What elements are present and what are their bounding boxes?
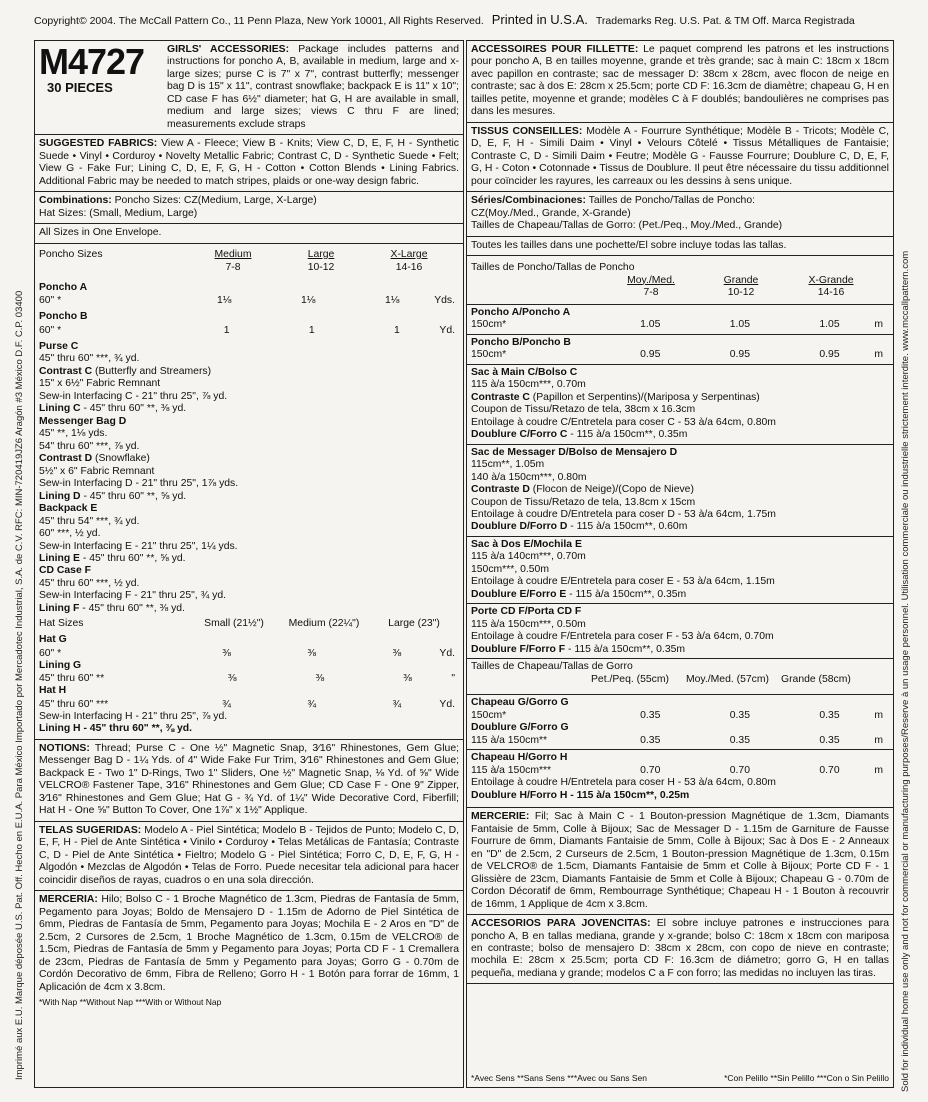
all-sizes: All Sizes in One Envelope.	[35, 224, 463, 243]
metrage-line: Coupon de Tissu/Retazo de tela, 38cm x 16.3cm	[471, 404, 696, 416]
metrage-line: Doublure C/Forro C - 115 à/a 150cm**, 0.35m	[471, 429, 688, 441]
metrage-line: Sac de Messager D/Bolso de Mensajero D	[471, 446, 678, 458]
yardage-item: Purse C	[39, 340, 79, 352]
telas-sugeridas: TELAS SUGERIDAS: Modelo A - Piel Sintética; Modelo B - Tejidos de Punto; Modelo C, D, E, F, H - Piel de Ante Sintética • Vinilo • Corduroy • Telas Metálicas de Fantasía; Contraste C, D - Piel de Ante Sintética • Fieltro; Modelo G - Piel Sintética; Forro C, D, E, F, G, H - Algodón • Mezclas de Algodón • Telas de Forro. Puede necesitar tela adicional para hacer coincidir diseños de rayas, cuadros o en una sola dirección.	[35, 822, 463, 891]
metrage-line: Doublure E/Forro E - 115 à/a 150cm**, 0.35m	[471, 588, 687, 600]
yardage-item: Lining E - 45" thru 60" **, ⅝ yd.	[39, 552, 186, 564]
metrage-line: Sac à Main C/Bolso C	[471, 366, 578, 378]
metrage-line: 115 à/a 140cm***, 0.70m	[471, 551, 586, 563]
metrage-line: 140 à/a 150cm***, 0.80m	[471, 471, 587, 483]
pattern-number: M4727	[39, 41, 145, 82]
metrage-line: 115cm**, 1.05m	[471, 459, 545, 471]
notions: NOTIONS: Thread; Purse C - One ½" Magnetic Snap, 3⁄16" Rhinestones, Gem Glue; Messenger Bag D - 1¼ Yds. of 4" Wide Fake Fur Trim, 3⁄16" Rhinestones and Gem Glue; Backpack E - Two 1" D-Rings, Two 1" Sliders, One ½" Magnetic Snap, ⅛ Yd. of ⅝" Wide VELCRO® Fastener Tape, 3⁄16" Rhinestones and Gem Glue; CD Case F - One 9" Zipper, 3⁄16" Rhinestones and Gem Glue; Hat G - ¾ Yd. of 1¼" Wide Decorative Cord, Fiberfill; Hat H - One ⅝" Button To Cover, One 1⅞" x 1½" Applique.	[35, 740, 463, 822]
yardage-line: 45" thru 60" ***, ½ yd.	[39, 577, 140, 589]
copyright-line	[34, 12, 894, 27]
yardage-item: Backpack E	[39, 503, 98, 515]
yardage-line: Sew-in Interfacing D - 21" thru 25", 1⅞ yds.	[39, 478, 239, 490]
metrage-line: Contraste C (Papillon et Serpentins)/(Mariposa y Serpentinas)	[471, 391, 760, 403]
metrage-line: Entoilage à coudre E/Entretela para coser E - 53 à/a 64cm, 1.15m	[471, 576, 775, 588]
yardage-item: CD Case F	[39, 565, 91, 577]
yardage-item: Lining F - 45" thru 60" **, ⅜ yd.	[39, 602, 185, 614]
yardage-line: Sew-in Interfacing C - 21" thru 25", ⅞ yd.	[39, 390, 228, 402]
french-spanish-column	[466, 40, 894, 1088]
yardage-line: Sew-in Interfacing F - 21" thru 25", ¾ yd.	[39, 590, 226, 602]
metrage-table: Tailles de Poncho/Tallas de Poncho Moy./Med. 7-8 Grande 10-12 X-Grande 14-16 Poncho A/Poncho A 150cm* 1.05 1.05 1.05 m Poncho B/Poncho B 150cm* 0.95 0.95 0.95 m Sac à Main C/Bolso C 115 à/a 150cm***, 0.70m Contraste C (Papillon et Serpentins)/(Mariposa y Serpentinas) Coupon de Tissu/Retazo de tela, 38cm x 16.3cm Entoilage à coudre C/Entretela para coser C - 53 à/a 64cm, 0.80m Doublure C/Forro C - 115 à/a 150cm**, 0.35m Sac de Messager D/Bolso de Mensajero D 115cm**, 1.05m 140 à/a 150cm***, 0.80m Contraste D (Flocon de Neige)/(Copo de Nieve) Coupon de Tissu/Retazo de tela, 13.8cm x 15cm Entoilage à coudre D/Entretela para coser D - 53 à/a 64cm, 1.75m Doublure D/Forro D - 115 à/a 150cm**, 0.60m Sac à Dos E/Mochila E 115 à/a 140cm***, 0.70m 150cm***, 0.50m Entoilage à coudre E/Entretela para coser E - 53 à/a 64cm, 1.15m Doublure E/Forro E - 115 à/a 150cm**, 0.35m Porte CD F/Porta CD F 115 à/a 150cm***, 0.50m Entoilage à coudre F/Entretela para coser F - 53 à/a 64cm, 0.70m Doublure F/Forro F - 115 à/a 150cm**, 0.35m Tailles de Chapeau/Tallas de Gorro Pet./Peq. (55cm) Moy./Med. (57cm) Grande (58cm) Chapeau G/Gorro G 150cm* 0.35 0.35 0.35 m Doublure G/Forro G 115 à/a 150cm** 0.35 0.35 0.35 m Chapeau H/Gorro H 115 à/a 150cm*** 0.70 0.70 0.70 m Entoilage à coudre H/Entretela para coser H - 53 à/a 64cm, 0.80m Doublure H/Forro H - 115 à/a 150cm**, 0.25m	[467, 256, 893, 808]
yardage-line: 5½" x 6" Fabric Remnant	[39, 465, 155, 477]
yardage-line: 45" thru 54" ***, ¾ yd.	[39, 515, 140, 527]
combinations: Combinations: Poncho Sizes: CZ(Medium, Large, X-Large) Hat Sizes: (Small, Medium, Large)	[35, 192, 463, 224]
mercerie: MERCERIE: Fil; Sac à Main C - 1 Bouton-pression Magnétique de 1.3cm, Diamants Fantaisie de 5mm, Colle à Bijoux; Sac de Messager D - 1.15m de Garniture de Fausse Fourrure de 6mm, Diamants Fantaisie de 5mm, Colle à Bijoux; Sac à Dos E - 2 Anneaux en "D" de 2.5cm, 2 Curseurs de 2.5cm, 1 Bouton-pression Magnétique de 1.3cm, 0.15m de VELCRO® de 1.5cm, Diamants Fantaisie de 5mm et Colle à Bijoux; Porte CD F - 1 Glissière de 23cm, Diamants Fantaisie de 5mm et Colle à Bijoux; Chapeau G - 0.70m de Cordon Décoratif de 6mm, Rembourrage Synthétique; Chapeau H - 1 Bouton à recouvrir de 16mm, 1 Applique de 4cm x 3.8cm.	[467, 808, 893, 915]
metrage-line: Entoilage à coudre D/Entretela para coser D - 53 à/a 64cm, 1.75m	[471, 508, 776, 520]
yardage-line: 54" thru 60" ***, ⅞ yd.	[39, 440, 140, 452]
trademark-text: Trademarks Reg. U.S. Pat. & TM Off. Marca Registrada	[595, 15, 855, 27]
series: Séries/Combinaciones: Tailles de Poncho/Tallas de Poncho: CZ(Moy./Med., Grande, X-Grande) Tailles de Chapeau/Tallas de Gorro: (Pet./Peq., Moy./Med., Grande)	[467, 192, 893, 236]
yardage-item: Lining C - 45" thru 60" **, ⅜ yd.	[39, 403, 187, 415]
pattern-description: GIRLS' ACCESSORIES: Package includes patterns and instructions for poncho A, B, available in medium, large and x-large sizes; purse C is 7" x 7", contrast butterfly; messenger bag D is 15" x 11", contrast snowflake; backpack E is 11" x 10"; CD case F has 6½" diameter; hat G, H are available in small, medium and large sizes; views C thru F are lined; measurements exclude straps	[167, 44, 459, 130]
metrage-line: Contraste D (Flocon de Neige)/(Copo de Nieve)	[471, 484, 694, 496]
yardage-line: 45" thru 60" ***, ¾ yd.	[39, 353, 140, 365]
metrage-line: 115 à/a 150cm***, 0.70m	[471, 379, 586, 391]
pieces-count: 30 PIECES	[47, 80, 113, 95]
accesorios-jovencitas: ACCESORIOS PARA JOVENCITAS: El sobre incluye patrones e instrucciones para poncho A, B en tallas mediana, grande y x-grande; bolso C: 18cm x 18cm con mariposa en contraste; bolso de mensajero D: 38cm x 28cm, con copo de nieve en contraste; mochila E: 28cm x 25.5cm; porta CD F: 16.3cm de diámetro; gorro G, H en tallas pequeña, mediana y grande; modelos C a F con forro; las medidas no incluyen las tiras.	[467, 915, 893, 984]
metrage-block	[467, 536, 893, 603]
metrage-block	[467, 603, 893, 658]
metrage-line: 115 à/a 150cm***, 0.50m	[471, 618, 586, 630]
merceria: MERCERIA: Hilo; Bolso C - 1 Broche Magnético de 1.3cm, Piedras de Fantasía de 5mm, Pegamento para Joyas; Boldo de Mensajero D - 1.15m de Adorno de Piel Sintética de 6mm, Piedras de Fantasía de 5mm, Pegamento para Joyas; Mochila E - 2 Aros en "D" de 2.5cm, 2 Cursores de 2.5cm, 1 Broche Magnético de 1.3cm, 0.15m de VELCRO® de 1.5cm, Piedras de Fantasía de 5mm y Pegamento para Joyas; Porta CD F - 1 Cremallera de 23cm, Piedras de Fantasía de 5mm y Pegamento para Joyas; Gorro G - 0.70m de Cordón Decorativo de 6mm, Fibra de Relleno; Gorro H - 1 Botón para forrar de 16mm, 1 Aplicación de 4cm x 3.8cm. *With Nap **Without Nap ***With or Without Nap	[39, 894, 460, 1008]
suggested-fabrics: SUGGESTED FABRICS: View A - Fleece; View B - Knits; View C, D, E, F, H - Synthetic Suede • Vinyl • Corduroy • Novelty Metallic Fabric; Contrast C, D - Synthetic Suede • Felt; View G - Fake Fur; Lining C, D, E, F, G, H - Cotton • Cotton Blends • Lining Fabrics. Additional Fabric may be needed to match stripes, plaids or one-way design fabric.	[35, 135, 463, 192]
metrage-line: Doublure F/Forro F - 115 à/a 150cm**, 0.35m	[471, 643, 686, 655]
nap-legend: *With Nap **Without Nap ***With or Without Nap	[39, 997, 222, 1008]
tissus-conseilles: TISSUS CONSEILLES: Modèle A - Fourrure Synthétique; Modèle B - Tricots; Modèle C, D, E, F, H - Simili Daim • Vinyl • Velours Côtelé • Tissus Métalliques de Fantaisie; Contraste C, D - Simili Daim • Feutre; Modèle G - Fausse Fourrure; Doublure C, D, E, F, G, H - Coton • Cotonnade • Tissus de Doublure. Il peut être nécessaire du tissu additionnel pour coïncider les rayures, les carreaux ou les dessins à sens unique.	[467, 123, 893, 192]
nap-legend-fr-es: *Avec Sens **Sans Sens ***Avec ou Sans Sen *Con Pelillo **Sin Pelillo ***Con o Sin Pelillo	[471, 1073, 889, 1083]
printed-text: Printed in U.S.A.	[491, 12, 588, 27]
metrage-line: Entoilage à coudre C/Entretela para coser C - 53 à/a 64cm, 0.80m	[471, 416, 776, 428]
yardage-line: Sew-in Interfacing E - 21" thru 25", 1¼ yds.	[39, 540, 238, 552]
yardage-line: 15" x 6½" Fabric Remnant	[39, 378, 161, 390]
yardage-table: Poncho Sizes Medium 7-8 Large 10-12 X-Large 14-16 Poncho A 60" * 1⅛ 1⅛ 1⅛ Yds. Poncho B 60" * 1 1 1 Yd. Purse C 45" thru 60" ***, ¾ yd. Contrast C (Butterfly and Streamers) 15" x 6½" Fabric Remnant Sew-in Interfacing C - 21" thru 25", ⅞ yd. Lining C - 45" thru 60" **, ⅜ yd. Messenger Bag D 45" **, 1⅛ yds. 54" thru 60" ***, ⅞ yd. Contrast D (Snowflake) 5½" x 6" Fabric Remnant Sew-in Interfacing D - 21" thru 25", 1⅞ yds. Lining D - 45" thru 60" **, ⅝ yd. Backpack E 45" thru 54" ***, ¾ yd. 60" ***, ½ yd. Sew-in Interfacing E - 21" thru 25", 1¼ yds. Lining E - 45" thru 60" **, ⅝ yd. CD Case F 45" thru 60" ***, ½ yd. Sew-in Interfacing F - 21" thru 25", ¾ yd. Lining F - 45" thru 60" **, ⅜ yd. Hat Sizes Small (21½") Medium (22¼") Large (23") Hat G 60" * ⅜ ⅜ ⅜ Yd. Lining G 45" thru 60" ** ⅜ ⅜ ⅜ " Hat H 45" thru 60" *** ¾ ¾ ¾ Yd. Sew-in Interfacing H - 21" thru 25", ⅞ yd. Lining H - 45" thru 60" **, ⅜ yd.	[35, 244, 463, 740]
side-usage-text: Sold for individual home use only and not for commercial or manufacturing purposes/Reserve à un usage personnel. Utilisation commerciale ou industrielle strictement interdite. www.mccallpattern.com	[900, 250, 911, 1092]
yardage-item: Contrast D (Snowflake)	[39, 453, 150, 465]
metrage-line: Sac à Dos E/Mochila E	[471, 538, 582, 550]
metrage-line: Entoilage à coudre F/Entretela para coser F - 53 à/a 64cm, 0.70m	[471, 631, 774, 643]
metrage-line: Porte CD F/Porta CD F	[471, 606, 582, 618]
copyright-text: Copyright© 2004. The McCall Pattern Co., 11 Penn Plaza, New York 10001, All Rights Reserved.	[34, 15, 484, 27]
metrage-line: Coupon de Tissu/Retazo de tela, 13.8cm x 15cm	[471, 496, 696, 508]
yardage-item: Messenger Bag D	[39, 415, 127, 427]
yardage-item: Lining D - 45" thru 60" **, ⅝ yd.	[39, 490, 187, 502]
english-column	[34, 40, 464, 1088]
yardage-line: 60" ***, ½ yd.	[39, 528, 101, 540]
accessoires: ACCESSOIRES POUR FILLETTE: Le paquet comprend les patrons et les instructions pour poncho A, B en tailles moyenne, grande et très grande; sac à main C: 18cm x 18cm avec papillon en contraste; sac de messager D: 38cm x 28cm, avec flocon de neige en contraste; sac à dos E: 28cm x 25.5cm; porte CD F: 16.3cm de diamètre; chapeau G, H en tailles petite, moyenne et grande; modèles C à F doublés; bandoulières ne comprises pas dans les mesures.	[467, 41, 893, 123]
metrage-line: 150cm***, 0.50m	[471, 563, 549, 575]
yardage-item: Contrast C (Butterfly and Streamers)	[39, 365, 212, 377]
metrage-block	[467, 444, 893, 536]
metrage-block	[467, 364, 893, 444]
yardage-line: 45" **, 1⅛ yds.	[39, 428, 108, 440]
pattern-header	[35, 41, 463, 135]
toutes-tailles: Toutes les tailles dans une pochette/El sobre incluye todas las tallas.	[467, 237, 893, 256]
metrage-line: Doublure D/Forro D - 115 à/a 150cm**, 0.60m	[471, 521, 688, 533]
side-import-text: Imprimé aux E.U. Marque déposée U.S. Pat. Off. Hecho en E.U.A. Para México Importado por Mercadotec Industrial, S.A. de C.V. RFC: MIN-720419JZ6 Aragón #3 México D.F. C.P. 03400	[14, 290, 25, 1080]
